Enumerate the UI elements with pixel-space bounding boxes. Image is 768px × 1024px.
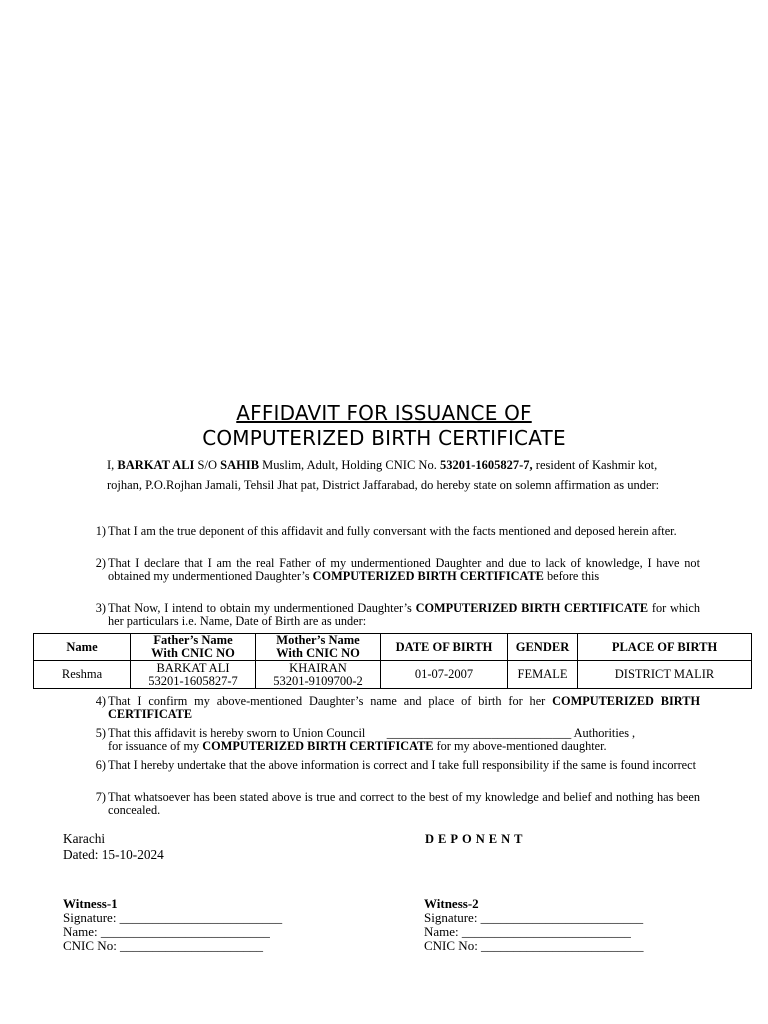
clause-text [108, 602, 700, 628]
clause-number: 2) [95, 556, 106, 570]
clause-number: 7) [95, 790, 106, 804]
clause-text-part: for my above-mentioned daughter. [433, 739, 607, 753]
city: Karachi [63, 831, 106, 846]
place-and-date [63, 831, 164, 863]
header-father-line1: Father’s Name [153, 633, 233, 647]
clause-bold-part: COMPUTERIZED BIRTH CERTIFICATE [202, 739, 434, 753]
clause-number: 4) [95, 694, 106, 708]
witness-cnic-line: CNIC No: _________________________ [424, 938, 644, 953]
intro-text: I, [107, 458, 118, 472]
clause-3 [80, 602, 700, 628]
witness-1-block [63, 897, 282, 953]
clause-text-part: before this [543, 569, 600, 583]
witness-title: Witness-1 [63, 896, 118, 911]
cell-gender: FEMALE [508, 661, 578, 689]
intro-text: S/O [194, 458, 221, 472]
header-father-line2: With CNIC NO [151, 646, 235, 660]
clause-bold-part: COMPUTERIZED BIRTH CERTIFICATE [108, 694, 701, 721]
clause-text-part: That I declare that I am the real Father of my undermentioned Daughter and due to lack of knowledge, I have not obtained my undermentioned Daughter’s [108, 556, 700, 583]
clause-text [108, 727, 700, 753]
cell-father-name: BARKAT ALI [156, 660, 230, 675]
cell-name: Reshma [34, 661, 131, 689]
clause-5 [80, 727, 700, 753]
intro-text: resident of Kashmir kot, rojhan, P.O.Rojhan Jamali, Tehsil Jhat pat, District Jaffarabad, do hereby state on solemn affirmation as under: [107, 458, 660, 492]
title-line-2: COMPUTERIZED BIRTH CERTIFICATE [202, 426, 566, 450]
clause-text: That I hereby undertake that the above information is correct and I take full responsibility if the same is found incorrect [108, 758, 696, 772]
witness-2-block [424, 897, 644, 953]
header-father [131, 634, 256, 661]
intro-text: Muslim, Adult, Holding CNIC No. [259, 458, 440, 472]
clause-text-part: That I confirm my above-mentioned Daughter’s name and place of birth for her [108, 694, 553, 708]
father-name: SAHIB [220, 458, 260, 472]
clause-text-line [108, 740, 700, 753]
clause-6 [80, 759, 700, 772]
cell-father [131, 661, 256, 689]
particulars-table [33, 633, 752, 689]
clause-number: 1) [95, 524, 106, 538]
deponent-label: DEPONENT [425, 832, 527, 846]
table-row [34, 661, 752, 689]
clause-text-part: That Now, I intend to obtain my undermentioned Daughter’s [108, 601, 416, 615]
header-place: PLACE OF BIRTH [578, 634, 752, 661]
dated: Dated: 15-10-2024 [63, 847, 164, 862]
witness-name-line: Name: __________________________ [424, 924, 631, 939]
clause-text: That whatsoever has been stated above is true and correct to the best of my knowledge and belief and nothing has been concealed. [108, 790, 700, 817]
witness-title: Witness-2 [424, 896, 479, 911]
clause-bold-part: COMPUTERIZED BIRTH CERTIFICATE [415, 601, 649, 615]
document-title [0, 401, 768, 451]
clause-number: 6) [95, 758, 106, 772]
cell-dob: 01-07-2007 [381, 661, 508, 689]
clause-text [108, 695, 700, 721]
cell-mother-name: KHAIRAN [289, 660, 347, 675]
clause-text-part: for issuance of my [108, 739, 203, 753]
header-name: Name [34, 634, 131, 661]
clause-4 [80, 695, 700, 721]
witness-name-line: Name: __________________________ [63, 924, 270, 939]
title-line-1: AFFIDAVIT FOR ISSUANCE OF [236, 401, 532, 425]
clause-1 [80, 525, 700, 538]
clause-text [108, 557, 700, 583]
witness-cnic-line: CNIC No: ______________________ [63, 938, 264, 953]
cell-mother [256, 661, 381, 689]
clause-text: That I am the true deponent of this affidavit and fully conversant with the facts mentioned and deposed herein after. [108, 524, 677, 538]
clause-text-line: That this affidavit is hereby sworn to Union Council ______________________________ Authorities , [108, 726, 636, 740]
cell-father-cnic: 53201-1605827-7 [148, 673, 238, 688]
clause-bold-part: COMPUTERIZED BIRTH CERTIFICATE [312, 569, 544, 583]
clause-text-part: for which her particulars i.e. Name, Date of Birth are as under: [108, 601, 700, 628]
header-gender: GENDER [508, 634, 578, 661]
clause-7 [80, 791, 700, 817]
witness-signature-line: Signature: _________________________ [63, 910, 283, 925]
cell-place: DISTRICT MALIR [578, 661, 752, 689]
clause-number: 5) [95, 726, 106, 740]
intro-paragraph [107, 456, 687, 495]
deponent-cnic: 53201-1605827-7, [439, 458, 533, 472]
header-mother-line1: Mother’s Name [276, 633, 360, 647]
clause-2 [80, 557, 700, 583]
header-dob: DATE OF BIRTH [381, 634, 508, 661]
cell-mother-cnic: 53201-9109700-2 [273, 673, 363, 688]
header-mother [256, 634, 381, 661]
deponent-name: BARKAT ALI [117, 458, 195, 472]
witness-signature-line: Signature: _________________________ [424, 910, 644, 925]
clause-number: 3) [95, 601, 106, 615]
table-header-row [34, 634, 752, 661]
header-mother-line2: With CNIC NO [276, 646, 360, 660]
